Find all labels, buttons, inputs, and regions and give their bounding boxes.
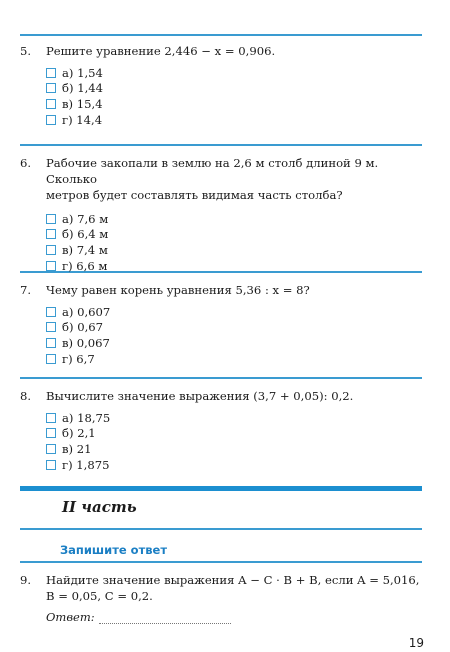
question-9	[20, 572, 422, 604]
checkbox-icon[interactable]	[46, 413, 56, 423]
question-8	[20, 388, 422, 472]
divider-top	[20, 34, 422, 36]
checkbox-icon[interactable]	[46, 322, 56, 332]
question-text: Чему равен корень уравнения 5,36 : x = 8?	[46, 283, 310, 297]
answer-option[interactable]: а) 18,75	[46, 410, 422, 426]
answer-option[interactable]: г) 6,7	[46, 351, 422, 367]
question-number: 6.	[20, 156, 32, 170]
question-number: 5.	[20, 44, 32, 58]
checkbox-icon[interactable]	[46, 214, 56, 224]
question-text: Найдите значение выражения A − C · B + B, если A = 5,016, B = 0,05, C = 0,2.	[46, 573, 420, 603]
answer-option[interactable]: б) 6,4 м	[46, 227, 422, 243]
question-6	[20, 155, 422, 273]
answer-option[interactable]: в) 0,067	[46, 335, 422, 351]
checkbox-icon[interactable]	[46, 229, 56, 239]
checkbox-icon[interactable]	[46, 115, 56, 125]
answer-options	[46, 211, 422, 273]
question-number: 8.	[20, 389, 32, 403]
checkbox-icon[interactable]	[46, 460, 56, 470]
answer-option[interactable]: а) 7,6 м	[46, 211, 422, 227]
answer-blank-line[interactable]	[99, 612, 231, 624]
divider-part-title	[20, 528, 422, 530]
checkbox-icon[interactable]	[46, 99, 56, 109]
answer-options	[46, 65, 422, 127]
checkbox-icon[interactable]	[46, 354, 56, 364]
checkbox-icon[interactable]	[46, 444, 56, 454]
checkbox-icon[interactable]	[46, 307, 56, 317]
answer-option[interactable]: а) 1,54	[46, 65, 422, 81]
question-text: Рабочие закопали в землю на 2,6 м столб длиной 9 м. Сколько метров будет составлять видимая часть столба?	[46, 156, 379, 202]
answer-options	[46, 304, 422, 366]
divider-q7-q8	[20, 377, 422, 379]
answer-option[interactable]: в) 7,4 м	[46, 242, 422, 258]
answer-field[interactable]	[46, 610, 231, 624]
answer-option[interactable]: а) 0,607	[46, 304, 422, 320]
checkbox-icon[interactable]	[46, 338, 56, 348]
part-title: II часть	[62, 498, 137, 516]
answer-option[interactable]: в) 21	[46, 441, 422, 457]
page-number: 19	[408, 636, 424, 650]
answer-option[interactable]: г) 1,875	[46, 457, 422, 473]
checkbox-icon[interactable]	[46, 428, 56, 438]
checkbox-icon[interactable]	[46, 68, 56, 78]
divider-section-heading	[20, 561, 422, 563]
question-7	[20, 282, 422, 366]
checkbox-icon[interactable]	[46, 245, 56, 255]
answer-option[interactable]: г) 6,6 м	[46, 258, 422, 274]
question-number: 7.	[20, 283, 32, 297]
section-heading: Запишите ответ	[60, 543, 167, 557]
checkbox-icon[interactable]	[46, 261, 56, 271]
question-text: Вычислите значение выражения (3,7 + 0,05): 0,2.	[46, 389, 354, 403]
checkbox-icon[interactable]	[46, 83, 56, 93]
answer-option[interactable]: в) 15,4	[46, 96, 422, 112]
answer-option[interactable]: б) 1,44	[46, 81, 422, 97]
divider-q5-q6	[20, 144, 422, 146]
question-text: Решите уравнение 2,446 − x = 0,906.	[46, 44, 276, 58]
part-divider-bar	[20, 486, 422, 491]
answer-option[interactable]: б) 0,67	[46, 320, 422, 336]
answer-option[interactable]: б) 2,1	[46, 426, 422, 442]
question-5	[20, 43, 422, 127]
question-number: 9.	[20, 573, 32, 587]
answer-label: Ответ:	[46, 610, 95, 624]
answer-options	[46, 410, 422, 472]
answer-option[interactable]: г) 14,4	[46, 112, 422, 128]
